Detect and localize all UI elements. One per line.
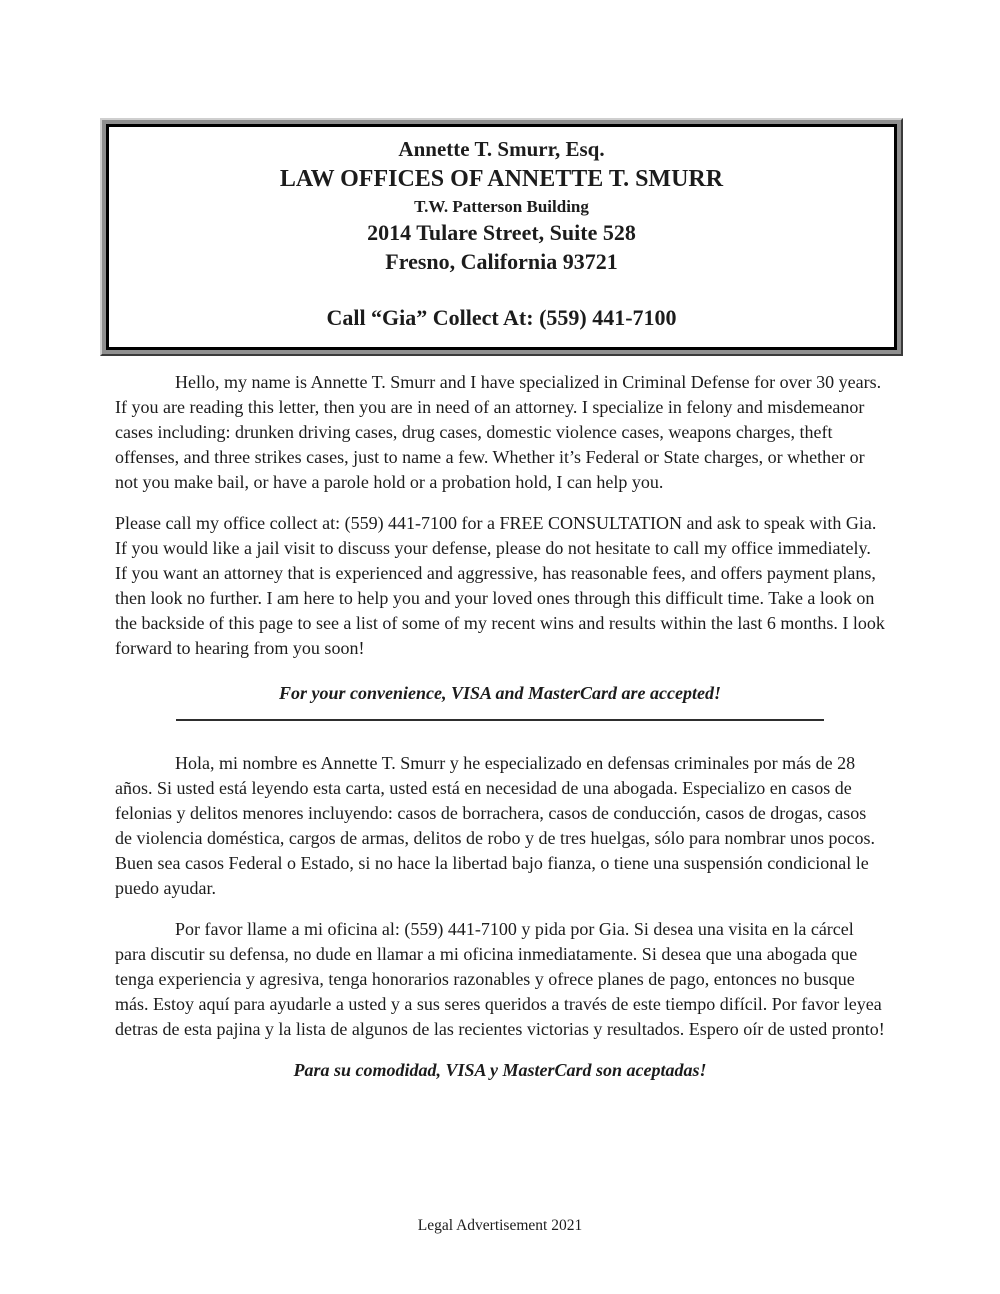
footer-label: Legal Advertisement 2021	[417, 1217, 583, 1234]
letterhead-inner	[106, 124, 897, 350]
letterhead-box	[100, 118, 903, 356]
english-paragraph-1: Hello, my name is Annette T. Smurr and I have specialized in Criminal Defense for over 30 years. If you are reading this letter, then you are in need of an attorney. I specialize in felony and misdemeanor cases including: drunken driving cases, drug cases, domestic violence cases, weapons charges, theft offenses, and three strikes cases, just to name a few. Whether it’s Federal or State charges, or whether or not you make bail, or have a parole hold or a probation hold, I can help you.	[115, 372, 882, 492]
street-address: 2014 Tulare Street, Suite 528	[367, 220, 636, 245]
visa-notice-spanish: Para su comodidad, VISA y MasterCard son aceptadas!	[293, 1060, 707, 1080]
building-name: T.W. Patterson Building	[414, 197, 589, 216]
attorney-name: Annette T. Smurr, Esq.	[398, 137, 605, 161]
spanish-paragraph-2: Por favor llame a mi oficina al: (559) 441-7100 y pida por Gia. Si desea una visita en la cárcel para discutir su defensa, no dude en llamar a mi oficina inmediatamente. Si desea que una abogada que tenga experiencia y agresiva, tenga honorarios razonables y ofrece planes de pago, entonces no busque más. Estoy aquí para ayudarle a usted y a sus seres queridos a través de este tiempo difícil. Por favor leyea detras de esta pajina y la lista de algunos de las recientes victorias y resultados. Espero oír de usted pronto!	[115, 919, 885, 1039]
letter-body	[115, 370, 885, 1083]
firm-name: LAW OFFICES OF ANNETTE T. SMURR	[279, 166, 724, 192]
english-paragraph-2: Please call my office collect at: (559) 441-7100 for a FREE CONSULTATION and ask to speak with Gia. If you would like a jail visit to discuss your defense, please do not hesitate to call my office immediately. If you want an attorney that is experienced and aggressive, has reasonable fees, and offers payment plans, then look no further. I am here to help you and your loved ones through this difficult time. Take a look on the backside of this page to see a list of some of my recent wins and results within the last 6 months. I look forward to hearing from you soon!	[115, 513, 885, 658]
letterhead-spacer	[117, 276, 886, 303]
call-collect-line: Call “Gia” Collect At: (559) 441-7100	[326, 305, 677, 330]
section-divider	[176, 719, 824, 721]
visa-notice-english: For your convenience, VISA and MasterCard are accepted!	[278, 683, 721, 703]
city-state-zip: Fresno, California 93721	[385, 249, 618, 274]
spanish-paragraph-1: Hola, mi nombre es Annette T. Smurr y he especializado en defensas criminales por más de 28 años. Si usted está leyendo esta carta, usted está en necesidad de una abogada. Especializo en casos de felonias y delitos menores incluyendo: casos de borrachera, casos de conducción, casos de drogas, casos de violencia doméstica, cargos de armas, delitos de robo y de tres huelgas, sólo para nombrar unos pocos. Buen sea casos Federal o Estado, si no hace la libertad bajo fianza, o tiene una suspensión condicional le puedo ayudar.	[115, 753, 875, 898]
